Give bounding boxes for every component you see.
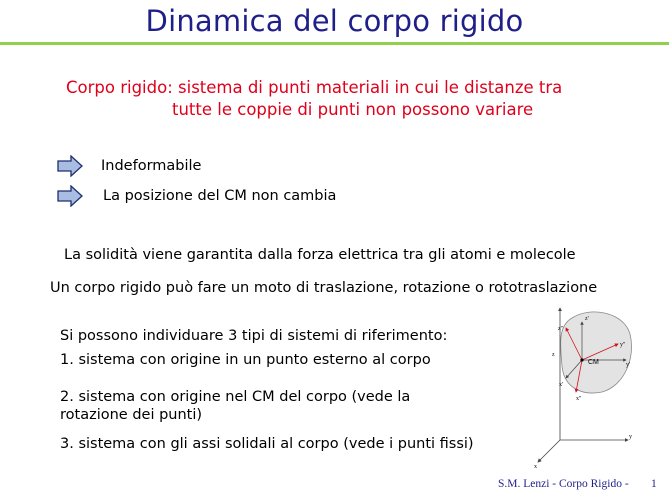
list-item: 1. sistema con origine in un punto esterno al corpo [60, 352, 431, 368]
axis-y-prime-label: y' [626, 362, 631, 368]
axis-x-dprime-label: x'' [576, 396, 582, 402]
systems-intro: Si possono individuare 3 tipi di sistemi di riferimento: [60, 328, 448, 344]
rigid-body-figure [532, 300, 642, 470]
x-axis [538, 440, 560, 462]
right-arrow-icon [57, 155, 83, 177]
list-item: 2. sistema con origine nel CM del corpo (vede la rotazione dei punti) [60, 389, 411, 423]
definition [66, 77, 626, 121]
page-number: 1 [651, 478, 657, 490]
property-text: Indeformabile [101, 158, 202, 174]
page-title: Dinamica del corpo rigido [145, 4, 524, 38]
axis-y-dprime-label: y'' [620, 342, 626, 348]
paragraph-solidity: La solidità viene garantita dalla forza elettrica tra gli atomi e molecole [64, 247, 576, 263]
property-text: La posizione del CM non cambia [103, 188, 337, 204]
right-arrow-icon [57, 185, 83, 207]
axis-y-label: y [629, 434, 632, 440]
footer: S.M. Lenzi - Corpo Rigido - [498, 478, 629, 490]
paragraph-motion: Un corpo rigido può fare un moto di traslazione, rotazione o rototraslazione [50, 280, 598, 296]
axis-x-prime-label: x' [559, 382, 564, 388]
title-divider [0, 42, 669, 45]
list-item: 3. sistema con gli assi solidali al corpo (vede i punti fissi) [60, 436, 474, 452]
axis-x-label: x [534, 464, 537, 470]
axis-z-dprime-label: z'' [558, 326, 563, 332]
cm-label: CM [588, 359, 599, 366]
cm-point [580, 358, 583, 361]
definition-line-1: Corpo rigido: sistema di punti materiali in cui le distanze tra [66, 78, 563, 97]
axis-z-prime-label: z' [585, 316, 589, 322]
definition-line-2: tutte le coppie di punti non possono variare [172, 100, 534, 119]
rigid-body-shape [561, 312, 632, 393]
axis-z-label: z [552, 352, 555, 358]
